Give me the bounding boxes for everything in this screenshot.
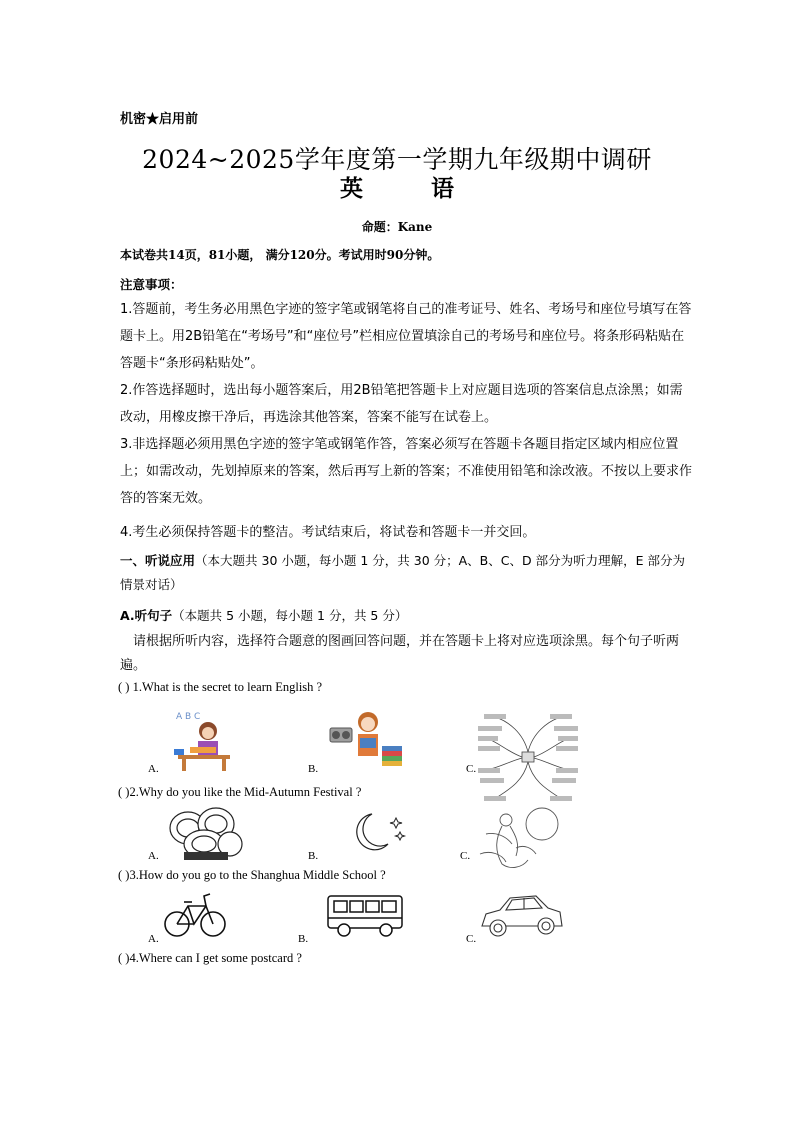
section-1 <box>120 549 695 597</box>
note-item-4: 4.考生必须保持答题卡的整洁。考试结束后，将试卷和答题卡一并交回。 <box>120 525 536 540</box>
q1-option-b-label: B. <box>308 763 319 775</box>
exam-title: 2024~2025学年度第一学期九年级期中调研 <box>142 145 652 174</box>
bus-image <box>326 894 404 938</box>
exam-subject: 英 语 <box>339 175 484 202</box>
moon-stars-image <box>350 810 410 856</box>
bicycle-image <box>164 888 226 940</box>
exam-author: 命题：Kane <box>361 220 433 234</box>
question-3: ( )3.How do you go to the Shanghua Middle School ? <box>118 868 386 882</box>
car-image <box>478 892 564 942</box>
q1-option-c-label: C. <box>466 763 477 775</box>
part-a-desc: （本题共 5 小题，每小题 1 分，共 5 分） <box>172 608 408 623</box>
question-4: ( )4.Where can I get some postcard ? <box>118 951 302 965</box>
girl-studying-image <box>168 705 240 773</box>
mooncakes-image <box>166 806 244 860</box>
question-1: ( ) 1.What is the secret to learn English ? <box>118 680 323 694</box>
q3-option-a-label: A. <box>148 933 159 945</box>
part-a-instruction: 请根据所听内容，选择符合题意的图画回答问题，并在答题卡上将对应选项涂黑。每个句子听两遍。 <box>120 634 680 673</box>
mind-map-image <box>478 712 578 804</box>
q2-option-b-label: B. <box>308 850 319 862</box>
part-a <box>120 606 407 624</box>
note-item-1: 1.答题前，考生务必用黑色字迹的签字笔或钢笔将自己的准考证号、姓名、考场号和座位号填写在答题卡上。用2B铅笔在“考场号”和“座位号”栏相应位置填涂自己的考场号和座位号。将条形码粘贴在答题卡“条形码粘贴处”。 <box>120 302 692 371</box>
change-fairy-image <box>476 804 566 874</box>
q2-option-c-label: C. <box>460 850 471 862</box>
section-1-desc: （本大题共 30 小题，每小题 1 分，共 30 分；A、B、C、D 部分为听力理解，E 部分为情景对话） <box>120 553 685 592</box>
section-1-heading: 一、听说应用 <box>120 553 196 568</box>
note-item-2: 2.作答选择题时，选出每小题答案后，用2B铅笔把答题卡上对应题目选项的答案信息点涂黑；如需改动，用橡皮擦干净后，再选涂其他答案，答案不能写在试卷上。 <box>120 383 683 425</box>
girl-reading-image <box>328 708 404 770</box>
q2-option-a-label: A. <box>148 850 159 862</box>
exam-info: 本试卷共14页，81小题， 满分120分。考试用时90分钟。 <box>120 248 440 262</box>
part-a-heading: A.听句子 <box>120 608 173 623</box>
q3-option-b-label: B. <box>298 933 309 945</box>
confidential-label: 机密★启用前 <box>120 112 199 127</box>
q1-option-a-label: A. <box>148 763 159 775</box>
svg-text:A B C: A B C <box>176 712 201 722</box>
notes-heading: 注意事项： <box>120 277 183 292</box>
question-2: ( )2.Why do you like the Mid-Autumn Festival ? <box>118 785 362 799</box>
note-item-3: 3.非选择题必须用黑色字迹的签字笔或钢笔作答，答案必须写在答题卡各题目指定区域内相应位置上；如需改动，先划掉原来的答案，然后再写上新的答案；不准使用铅笔和涂改液。不按以上要求作答的答案无效。 <box>120 437 693 506</box>
q3-option-c-label: C. <box>466 933 477 945</box>
